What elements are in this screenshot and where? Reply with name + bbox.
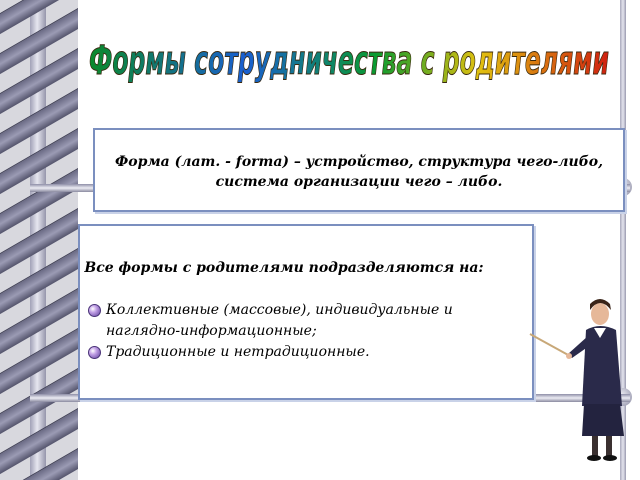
definition-box <box>93 128 625 212</box>
definition-text <box>95 152 623 192</box>
title-text: Формы сотрудничества с родителями <box>89 38 609 84</box>
forms-heading <box>80 260 532 276</box>
teacher-with-pointer-image <box>528 296 638 466</box>
bullet-icon <box>88 304 101 317</box>
bullet-icon <box>88 346 101 359</box>
list-item-text: Коллективные (массовые), индивидуальные и наглядно-информационные; <box>106 302 453 339</box>
definition-line-2: система организации чего – либо. <box>215 174 503 190</box>
decorative-ribbon <box>0 0 78 480</box>
list-item <box>88 300 528 342</box>
definition-line-1: Форма (лат. - forma) – устройство, структура чего-либо, <box>114 154 604 170</box>
page-title <box>84 2 614 110</box>
forms-box <box>78 224 534 400</box>
forms-heading-text: Все формы с родителями подразделяются на: <box>84 260 484 276</box>
list-item <box>88 342 528 363</box>
list-item-text: Традиционные и нетрадиционные. <box>106 344 370 360</box>
forms-list <box>88 300 528 363</box>
